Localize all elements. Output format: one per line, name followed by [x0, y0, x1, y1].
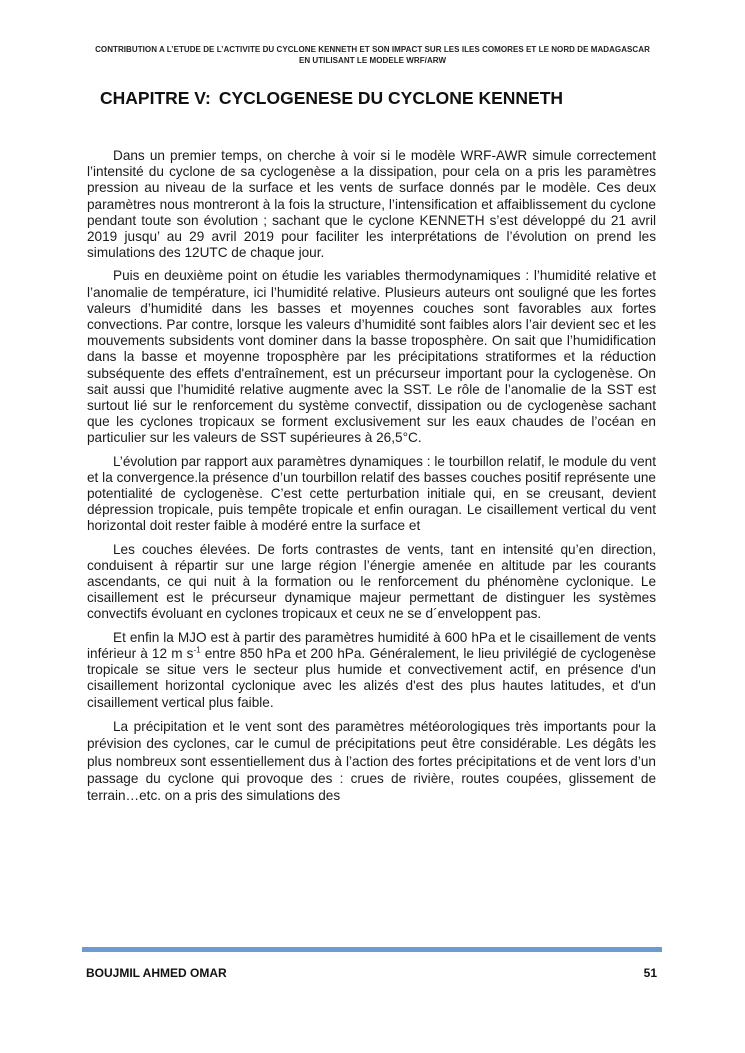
- paragraph-6: La précipitation et le vent sont des paramètres météorologiques très importants pour la prévision des cyclones, car le cumul de précipitations peut être considérable. Les dégâts les plus nombreux sont essentiellement dus à l’action des fortes précipitations et de vent lors d’un passage du cyclone qui provoque des : crues de rivière, routes coupées, glissement de terrain…etc. on a pris des simulations des: [87, 718, 656, 804]
- running-header: [60, 44, 685, 66]
- page-number: 51: [643, 966, 657, 980]
- footer-author: BOUJMIL AHMED OMAR: [86, 966, 227, 980]
- paragraph-5-part-b: entre 850 hPa et 200 hPa. Généralement, le lieu privilégié de cyclogenèse tropicale se situe vers le secteur plus humide et convectivement actif, en présence d'un cisaillement horizontal cyclonique avec les alizés d'est des plus hautes latitudes, et d'un cisaillement vertical plus faible.: [87, 645, 656, 710]
- paragraph-5: [87, 630, 656, 711]
- body-text: [87, 148, 656, 805]
- running-header-line-1: CONTRIBUTION A L’ETUDE DE L’ACTIVITE DU CYCLONE KENNETH ET SON IMPACT SUR LES ILES COMORES ET LE NORD DE MADAGASCAR: [95, 45, 650, 54]
- paragraph-3: L’évolution par rapport aux paramètres dynamiques : le tourbillon relatif, le module du vent et la convergence.la présence d’un tourbillon relatif des basses couches positif représente une potentialité de cyclogenèse. C’est cette perturbation initiale qui, en se creusant, devient dépression tropicale, puis tempête tropicale et enfin ouragan. Le cisaillement vertical du vent horizontal doit rester faible à modéré entre la surface et: [87, 453, 656, 534]
- paragraph-4: Les couches élevées. De forts contrastes de vents, tant en intensité qu’en direction, conduisent à répartir sur une large région l’énergie amenée en altitude par les courants ascendants, ce qui nuit à la formation ou le renforcement du phénomène cyclonique. Le cisaillement est le précurseur dynamique majeur permettant de distinguer les systèmes convectifs évoluant en cyclones tropicaux et ceux ne se d´enveloppent pas.: [87, 541, 656, 622]
- footer-divider: [82, 947, 662, 952]
- chapter-heading: [100, 88, 563, 109]
- chapter-label: CHAPITRE V:: [100, 88, 211, 108]
- paragraph-1: Dans un premier temps, on cherche à voir si le modèle WRF-AWR simule correctement l’intensité du cyclone de sa cyclogenèse a la dissipation, pour cela on a pris les paramètres pression au niveau de la surface et les vents de surface donnés par le modèle. Ces deux paramètres nous montreront à la fois la structure, l’intensification et affaiblissement du cyclone pendant toute son évolution ; sachant que le cyclone KENNETH s’est développé du 21 avril 2019 jusqu’ au 29 avril 2019 pour faciliter les interprétations de l’évolution on prend les simulations des 12UTC de chaque jour.: [87, 148, 656, 261]
- unit-superscript: -1: [193, 645, 201, 655]
- running-header-line-2: EN UTILISANT LE MODELE WRF/ARW: [298, 56, 447, 65]
- paragraph-2: Puis en deuxième point on étudie les variables thermodynamiques : l’humidité relative et l’anomalie de température, ici l’humidité relative. Plusieurs auteurs ont souligné que les fortes valeurs d’humidité dans les basses et moyennes couches sont favorables aux fortes convections. Par contre, lorsque les valeurs d’humidité sont faibles alors l’air devient sec et les mouvements subsidents vont dominer dans la basse troposphère. On sait que l’humidification dans la basse et moyenne troposphère par les précipitations stratiformes et la réduction subséquente des effets d'entraînement, est un précurseur important pour la cyclogenèse. On sait aussi que l’humidité relative augmente avec la SST. Le rôle de l’anomalie de la SST est surtout lié sur le renforcement du système convectif, dissipation ou de cyclogenèse sachant que les cyclones tropicaux se forment exclusivement sur les eaux chaudes de l’océan en particulier sur les valeurs de SST supérieures à 26,5°C.: [87, 268, 656, 446]
- chapter-title: CYCLOGENESE DU CYCLONE KENNETH: [218, 88, 564, 108]
- paragraph-5-part-a: Et enfin la MJO est à partir des paramètres humidité à 600 hPa et le cisaillement de vents inférieur à 12 m s: [87, 629, 656, 661]
